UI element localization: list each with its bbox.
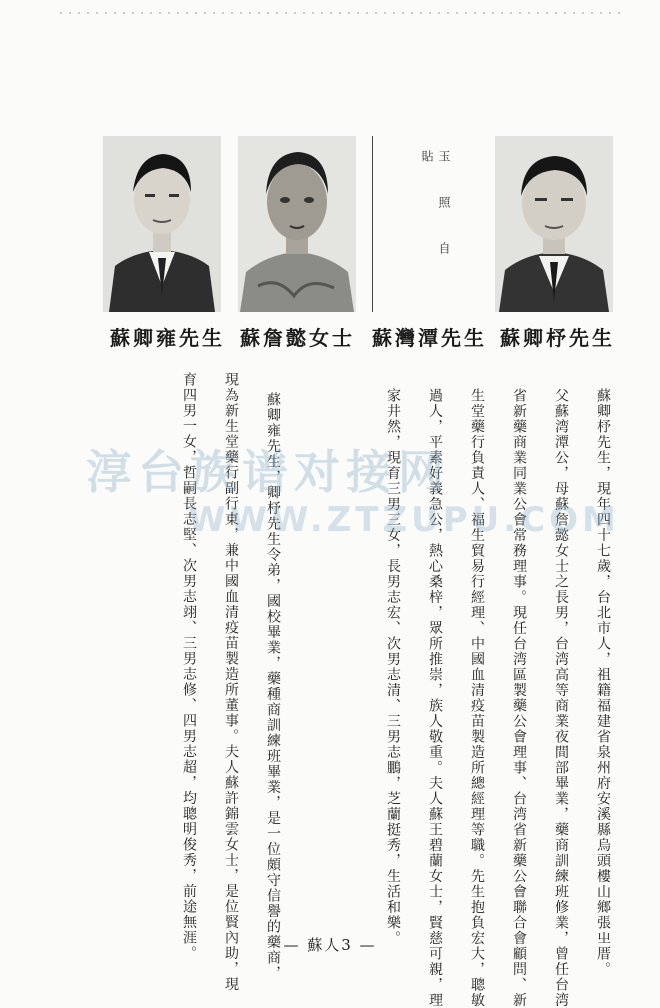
portrait-photo-2 [238, 136, 356, 312]
caption-4: 蘇卿杼先生 [500, 326, 615, 350]
text-column-2: 父蘇湾潭公，母蘇詹懿女士之長男，台湾高等商業夜間部畢業，藥商訓練班修業，曾任台湾 [553, 388, 569, 1008]
text-column-3: 省新藥商業同業公會常務理事。現任台湾區製藥公會理事、台湾省新藥公會聯合會顧問、新 [511, 388, 527, 1008]
page-top-edge [60, 12, 620, 14]
caption-3: 蘇灣潭先生 [372, 326, 487, 350]
portrait-photo-4 [495, 136, 613, 312]
watermark-url: WWW.ZTZUPU.COM [188, 500, 620, 540]
photo-placeholder [372, 136, 481, 312]
watermark-chinese: 淳台族谱对接网 [86, 445, 450, 499]
caption-2: 蘇詹懿女士 [240, 326, 355, 350]
text-column-6: 家井然，現育三男三女，長男志宏、次男志清、三男志鵬，芝蘭挺秀，生活和樂。 [385, 388, 401, 946]
text-column-9: 育四男一女，哲嗣長志堅、次男志翊、三男志修、四男志超，均聰明俊秀，前途無涯。 [181, 372, 197, 961]
text-column-5: 過人，平素好義急公，熱心桑梓，眾所推崇，族人敬重。夫人蘇王碧蘭女士，賢慈可親，理 [427, 388, 443, 1008]
photo-placeholder-text: 玉照自貼 [420, 150, 451, 288]
text-column-8: 現為新生堂藥行副行東，兼中國血清疫苗製造所董事。夫人蘇許錦雲女士，是位賢內助，現 [223, 372, 239, 992]
portrait-photo-1 [103, 136, 221, 312]
text-column-7: 蘇卿雍先生，卿杼先生令弟，國校畢業，藥種商訓練班畢業，是一位頗守信譽的藥商， [265, 392, 281, 981]
caption-1: 蘇卿雍先生 [110, 326, 225, 350]
page-number: — 蘇人3 — [283, 936, 377, 954]
text-column-1: 蘇卿杼先生，現年四十七歲，台北市人，祖籍福建省泉州府安溪縣烏頭樓山鄉張㞢厝。 [595, 388, 611, 977]
text-column-4: 生堂藥行負責人、福生貿易行經理、中國血清疫苗製造所總經理等職。先生抱負宏大，聰敏 [469, 388, 485, 1008]
